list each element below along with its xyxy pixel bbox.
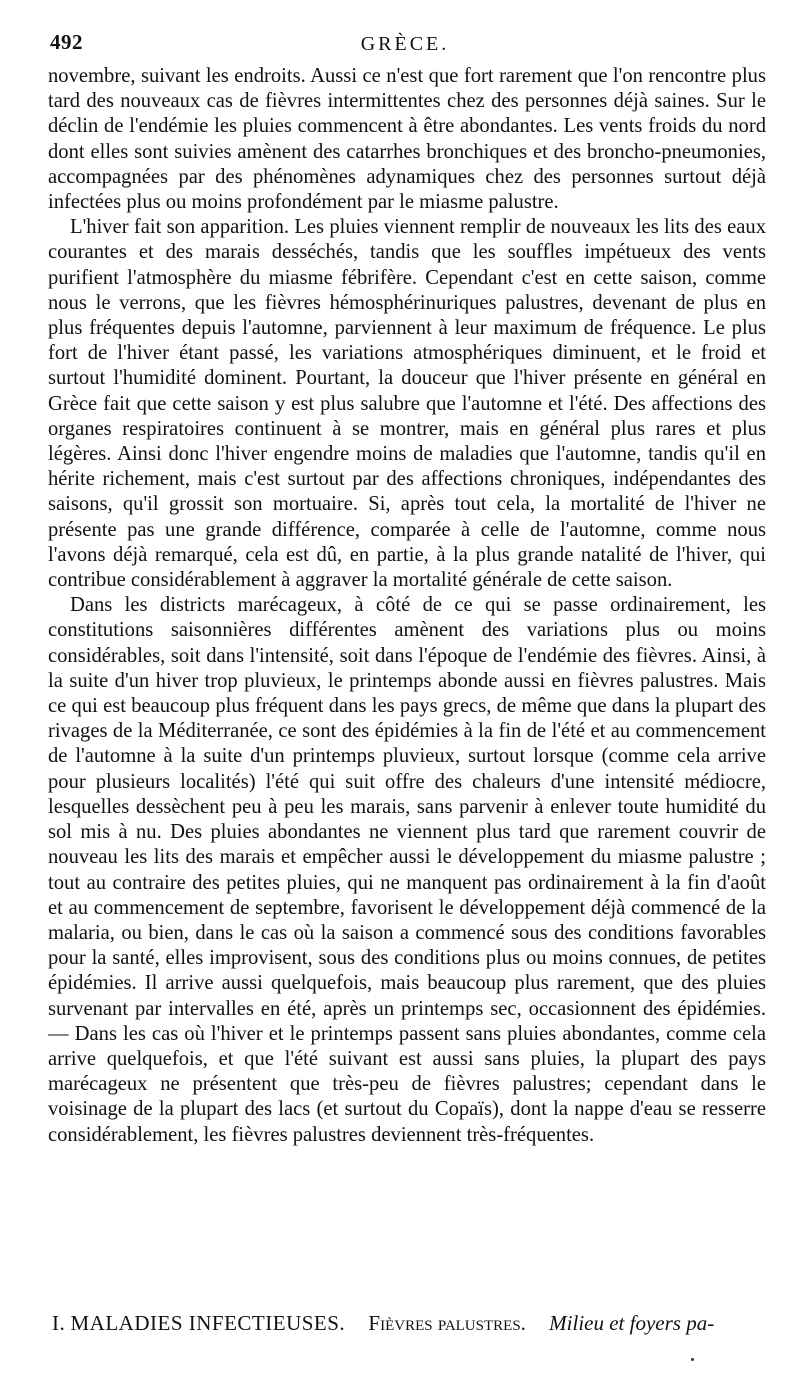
- paragraph-continuation: novembre, suivant les endroits. Aussi ce n'est que fort rarement que l'on rencontre plus tard des nouveaux cas de fièvres intermittentes chez des personnes déjà saines. Sur le déclin de l'endémie les pluies commencent à être abondantes. Les vents froids du nord dont elles sont suivies amènent des catarrhes bronchiques et des broncho-pneumonies, accompagnées par des phénomènes adynamiques chez des personnes surtout déjà infectées plus ou moins profondément par le miasme palustre.: [48, 65, 766, 214]
- paragraph-marshy-districts: Dans les districts marécageux, à côté de ce qui se passe ordinairement, les constitutions saisonnières différentes amènent des variations plus ou moins considérables, soit dans l'intensité, soit dans l'époque de l'endémie des fièvres. Ainsi, à la suite d'un hiver trop pluvieux, le printemps abonde aussi en fièvres palustres. Mais ce qui est beaucoup plus fréquent dans les pays grecs, de même que dans la plupart des rivages de la Méditerranée, ce sont des épidémies à la fin de l'été et au commencement de l'automne à la suite d'un printemps pluvieux, surtout lorsque (comme cela arrive pour plusieurs localités) l'été qui suit offre des chaleurs d'une intensité médiocre, lesquelles dessèchent peu à peu les marais, sans parvenir à enlever toute humidité du sol mis à nu. Des pluies abondantes ne viennent plus tard que rarement couvrir de nouveau les lits des marais et empêcher aussi le développement du miasme palustre ; tout au contraire des petites pluies, qui ne manquent pas ordinairement à la fin d'août et au commencement de septembre, favorisent le développement déjà commencé de la malaria, ou bien, dans le cas où la saison a commencé sous des conditions favorables pour la santé, elles improvisent, sous des conditions plus ou moins connues, de petites épidémies. Il arrive aussi quelquefois, mais beaucoup plus rarement, que des pluies survenant par intervalles en été, après un printemps sec, occasionnent des épidémies. — Dans les cas où l'hiver et le printemps passent sans pluies abondantes, comme cela arrive quelquefois, et que l'été suivant est aussi sans pluies, la plupart des pays marécageux ne présentent que très-peu de fièvres palustres; cependant dans le voisinage de la plupart des lacs (et surtout du Copaïs), dont la nappe d'eau se resserre considérablement, les fièvres palustres deviennent très-fréquentes.: [48, 594, 766, 1146]
- running-title: GRÈCE.: [360, 33, 450, 55]
- section-heading-line: [52, 1310, 766, 1336]
- print-speck: [691, 1358, 694, 1361]
- section-number: I.: [52, 1311, 66, 1335]
- subsection-continuation: Milieu et foyers pa-: [549, 1311, 715, 1335]
- paragraph-winter: L'hiver fait son apparition. Les pluies viennent remplir de nouveaux les lits des eaux courantes et des marais desséchés, tandis que les souffles impétueux des vents purifient l'atmosphère du miasme fébrifère. Cependant c'est en cette saison, comme nous le verrons, que les fièvres hémosphérinuriques palustres, devenant de plus en plus fréquentes depuis l'automne, parviennent à leur maximum de fréquence. Le plus fort de l'hiver étant passé, les variations atmosphériques diminuent, et le froid et surtout l'humidité dominent. Pourtant, la douceur que l'hiver présente en général en Grèce fait que cette saison y est plus salubre que l'automne et l'été. Des affections des organes respiratoires continuent à se montrer, mais en général plus rares et plus légères. Ainsi donc l'hiver engendre moins de maladies que l'automne, tandis qu'il en hérite richement, mais c'est surtout par des affections chroniques, indépendantes des saisons, qu'il grossit son mortuaire. Si, après tout cela, la mortalité de l'hiver ne présente pas une grande différence, comparée à celle de l'automne, comme nous l'avons déjà remarqué, cela est dû, en partie, à la plus grande natalité de l'hiver, qui contribue considérablement à aggraver la mortalité générale de cette saison.: [48, 216, 766, 592]
- page-header: [50, 30, 760, 62]
- subsection-heading: Fièvres palustres.: [368, 1311, 526, 1335]
- page-number: 492: [50, 30, 83, 54]
- section-title: MALADIES INFECTIEUSES.: [70, 1311, 346, 1335]
- body-text: [48, 64, 766, 1148]
